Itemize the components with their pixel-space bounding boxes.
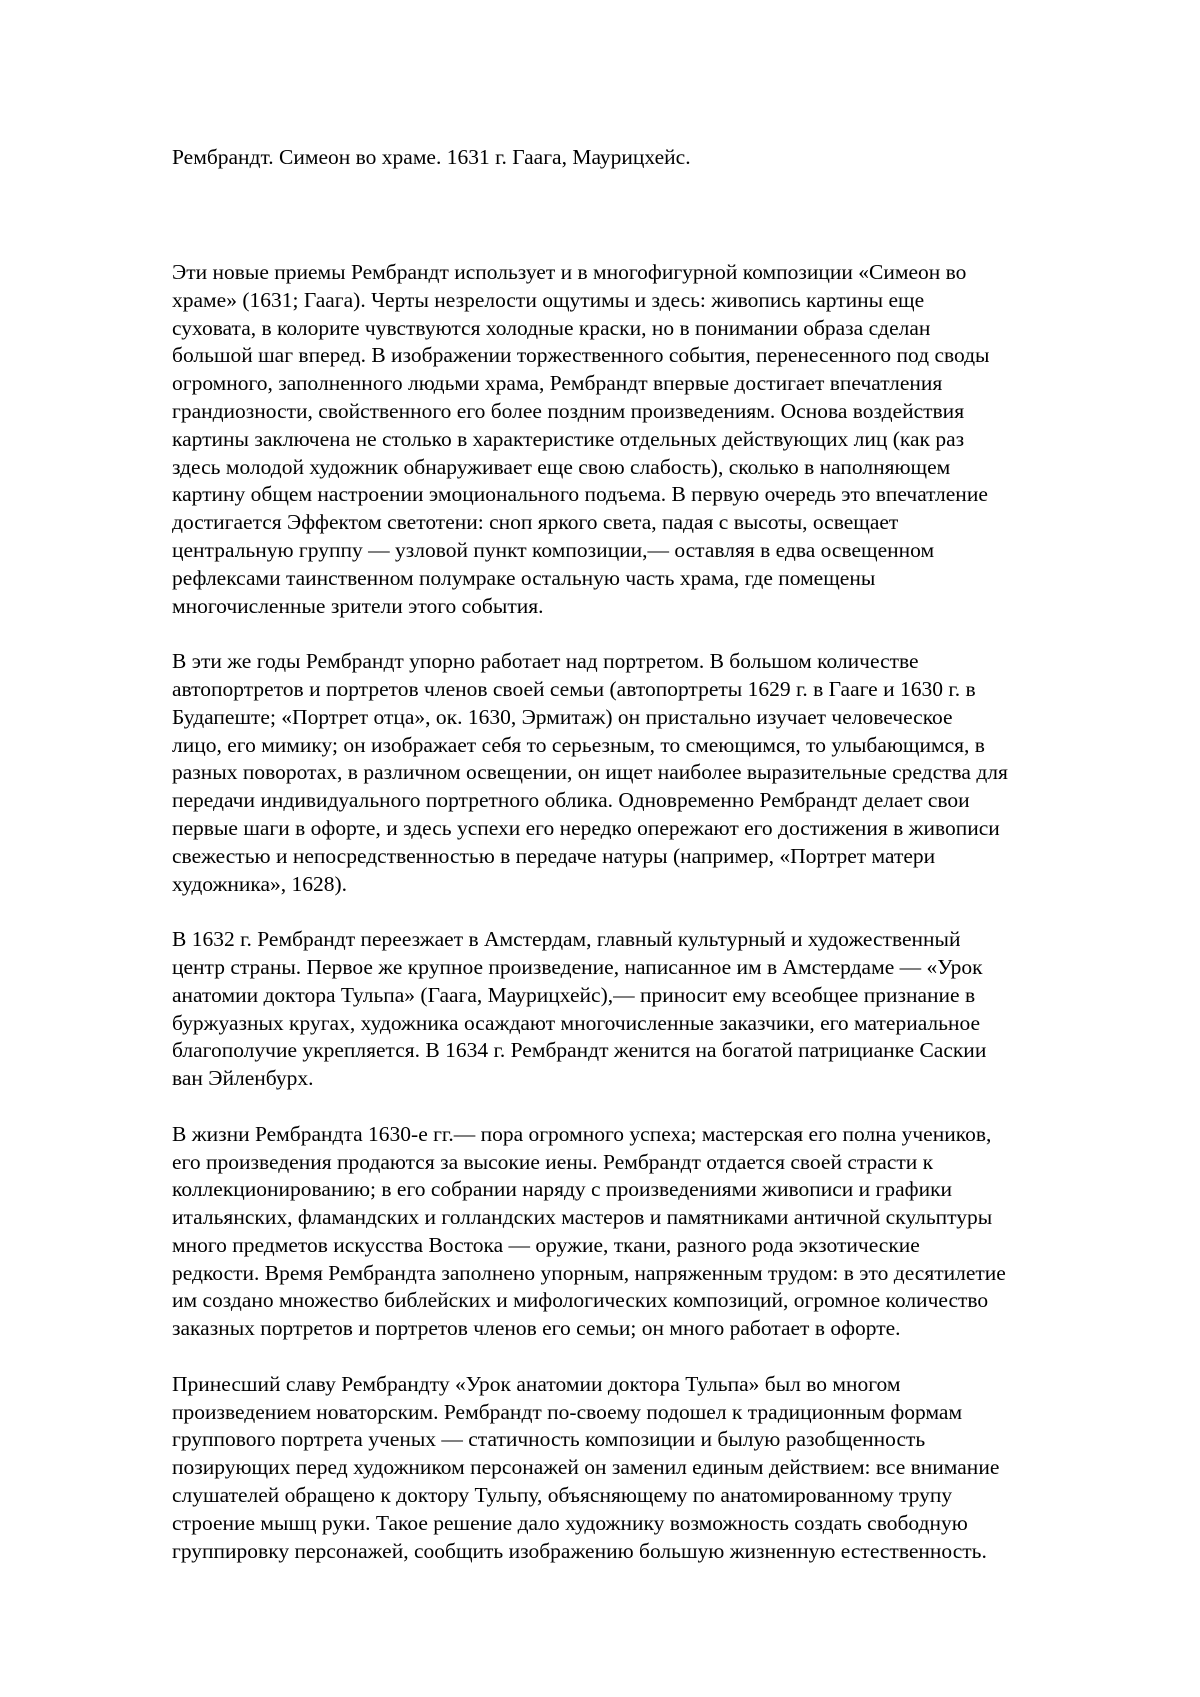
text-line: разных поворотах, в различном освещении, он ищет наиболее выразительные средства для <box>172 760 1008 785</box>
image-caption: Рембрандт. Симеон во храме. 1631 г. Гаага, Маурицхейс. <box>172 145 691 169</box>
text-line: позирующих перед художником персонажей он заменил единым действием: все внимание <box>172 1455 1000 1480</box>
text-line: Будапеште; «Портрет отца», ок. 1630, Эрмитаж) он пристально изучает человеческое <box>172 704 953 729</box>
paragraph <box>172 926 1132 1093</box>
text-line: суховата, в колорите чувствуются холодные краски, но в понимании образа сделан <box>172 315 931 340</box>
text-line: редкости. Время Рембрандта заполнено упорным, напряженным трудом: в это десятилетие <box>172 1260 1006 1285</box>
text-line: В жизни Рембрандта 1630-е гг.— пора огромного успеха; мастерская его полна учеников, <box>172 1121 992 1146</box>
text-line: центральную группу — узловой пункт композиции,— оставляя в едва освещенном <box>172 537 935 562</box>
text-line: первые шаги в офорте, и здесь успехи его нередко опережают его достижения в живописи <box>172 815 1000 840</box>
text-line: строение мышц руки. Такое решение дало художнику возможность создать свободную <box>172 1510 968 1535</box>
text-line: картины заключена не столько в характеристике отдельных действующих лиц (как раз <box>172 426 965 451</box>
paragraph <box>172 1371 1132 1566</box>
text-line: заказных портретов и портретов членов его семьи; он много работает в офорте. <box>172 1316 901 1341</box>
text-line: грандиозности, свойственного его более поздним произведениям. Основа воздействия <box>172 398 965 423</box>
text-line: лицо, его мимику; он изображает себя то серьезным, то смеющимся, то улыбающимся, в <box>172 732 985 757</box>
text-line: многочисленные зрители этого события. <box>172 593 544 618</box>
text-line: произведением новаторским. Рембрандт по-своему подошел к традиционным формам <box>172 1399 963 1424</box>
text-line: его произведения продаются за высокие иены. Рембрандт отдается своей страсти к <box>172 1149 934 1174</box>
text-line: группового портрета ученых — статичность композиции и былую разобщенность <box>172 1427 926 1452</box>
paragraph <box>172 1121 1132 1343</box>
text-line: передачи индивидуального портретного облика. Одновременно Рембрандт делает свои <box>172 788 970 813</box>
text-line: В 1632 г. Рембрандт переезжает в Амстердам, главный культурный и художественный <box>172 927 961 952</box>
text-line: здесь молодой художник обнаруживает еще свою слабость), сколько в наполняющем <box>172 454 951 479</box>
text-line: анатомии доктора Тульпа» (Гаага, Маурицхейс),— приносит ему всеобщее признание в <box>172 982 976 1007</box>
text-line: рефлексами таинственном полумраке остальную часть храма, где помещены <box>172 565 876 590</box>
text-line: благополучие укрепляется. В 1634 г. Рембрандт женится на богатой патрицианке Саскии <box>172 1038 987 1063</box>
text-line: слушателей обращено к доктору Тульпу, объясняющему по анатомированному трупу <box>172 1483 953 1508</box>
text-line: буржуазных кругах, художника осаждают многочисленные заказчики, его материальное <box>172 1010 981 1035</box>
text-line: картину общем настроении эмоционального подъема. В первую очередь это впечатление <box>172 482 988 507</box>
text-line: центр страны. Первое же крупное произведение, написанное им в Амстердаме — «Урок <box>172 954 983 979</box>
paragraph <box>172 259 1132 620</box>
text-line: достигается Эффектом светотени: сноп яркого света, падая с высоты, освещает <box>172 510 899 535</box>
text-line: В эти же годы Рембрандт упорно работает над портретом. В большом количестве <box>172 649 919 674</box>
text-line: большой шаг вперед. В изображении торжественного события, перенесенного под своды <box>172 343 990 368</box>
text-line: ван Эйленбурх. <box>172 1066 314 1091</box>
text-line: коллекционированию; в его собрании наряду с произведениями живописи и графики <box>172 1177 953 1202</box>
text-line: храме» (1631; Гаага). Черты незрелости ощутимы и здесь: живопись картины еще <box>172 287 925 312</box>
document-body <box>172 143 1132 1593</box>
text-line: Принесший славу Рембрандту «Урок анатомии доктора Тульпа» был во многом <box>172 1371 901 1396</box>
text-line: много предметов искусства Востока — оружие, ткани, разного рода экзотические <box>172 1232 920 1257</box>
text-line: художника», 1628). <box>172 871 348 896</box>
text-line: группировку персонажей, сообщить изображению большую жизненную естественность. <box>172 1538 987 1563</box>
text-line: Эти новые приемы Рембрандт использует и в многофигурной композиции «Симеон во <box>172 260 967 284</box>
text-line: им создано множество библейских и мифологических композиций, огромное количество <box>172 1288 989 1313</box>
text-line: автопортретов и портретов членов своей семьи (автопортреты 1629 г. в Гааге и 1630 г. в <box>172 676 976 701</box>
text-line: свежестью и непосредственностью в передаче натуры (например, «Портрет матери <box>172 843 936 868</box>
text-line: итальянских, фламандских и голландских мастеров и памятниками античной скульптуры <box>172 1205 993 1230</box>
text-paragraphs <box>172 259 1132 1565</box>
paragraph <box>172 648 1132 898</box>
text-line: огромного, заполненного людьми храма, Рембрандт впервые достигает впечатления <box>172 371 943 396</box>
